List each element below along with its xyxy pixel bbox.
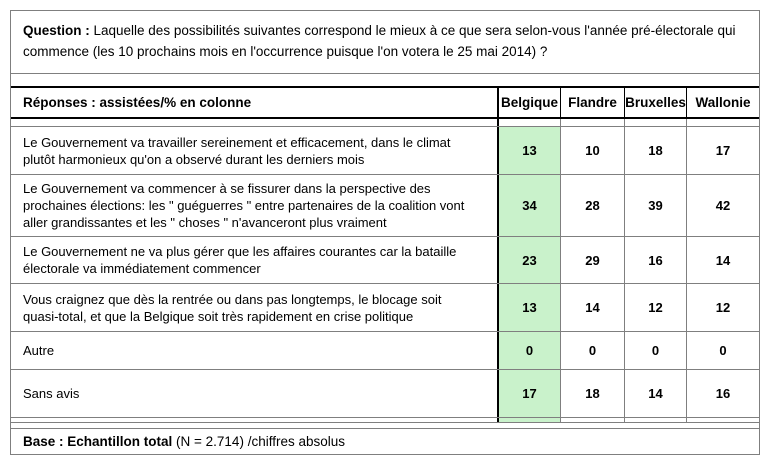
answer-row <box>11 332 759 370</box>
value-wallonie: 0 <box>686 332 759 369</box>
answer-label: Le Gouvernement va travailler sereinement et efficacement, dans le climat plutôt harmonieux qu'on a observé durant les derniers mois <box>23 134 451 167</box>
answer-label: Le Gouvernement ne va plus gérer que les affaires courantes car la bataille électorale va immédiatement commencer <box>23 244 457 276</box>
value-wallonie: 12 <box>686 284 759 331</box>
value-flandre: 29 <box>560 237 624 283</box>
answer-row <box>11 370 759 418</box>
base-note <box>11 428 759 454</box>
value-wallonie: 42 <box>686 175 759 236</box>
answer-label: Autre <box>23 343 55 358</box>
value-flandre: 10 <box>560 127 624 174</box>
value-belgique: 13 <box>497 127 560 174</box>
column-header-flandre: Flandre <box>560 88 624 117</box>
value-belgique: 34 <box>497 175 560 236</box>
answer-row <box>11 175 759 237</box>
answer-label: Le Gouvernement va commencer à se fissurer dans la perspective des prochaines élections: les " guéguerres " entre partenaires de la coalition vont aller grandissantes et les " choses " n'avanceront plus vraiment <box>23 181 465 230</box>
value-belgique: 0 <box>497 332 560 369</box>
answer-row <box>11 284 759 332</box>
question-text: Laquelle des possibilités suivantes correspond le mieux à ce que sera selon-vous l'année pré-électorale qui commence (les 10 prochains mois en l'occurrence puisque l'on votera le 25 mai 2014) ? <box>23 23 736 59</box>
answer-label: Sans avis <box>23 386 80 401</box>
value-bruxelles: 12 <box>624 284 686 331</box>
column-header-bruxelles: Bruxelles <box>624 88 686 117</box>
value-flandre: 28 <box>560 175 624 236</box>
value-belgique: 13 <box>497 284 560 331</box>
value-bruxelles: 18 <box>624 127 686 174</box>
question-box <box>11 11 759 74</box>
answer-row <box>11 127 759 175</box>
spacer <box>11 74 759 86</box>
value-wallonie: 16 <box>686 370 759 417</box>
value-flandre: 14 <box>560 284 624 331</box>
table-header-row <box>11 86 759 119</box>
responses-header-label: Réponses : assistées/% en colonne <box>23 95 252 110</box>
value-bruxelles: 0 <box>624 332 686 369</box>
answer-row <box>11 237 759 284</box>
value-belgique: 17 <box>497 370 560 417</box>
column-header-wallonie: Wallonie <box>686 88 759 117</box>
column-header-belgique: Belgique <box>497 88 560 117</box>
value-flandre: 18 <box>560 370 624 417</box>
answers-table <box>11 126 759 423</box>
value-flandre: 0 <box>560 332 624 369</box>
question-prefix: Question : <box>23 23 90 38</box>
survey-table-panel <box>10 10 760 455</box>
value-wallonie: 17 <box>686 127 759 174</box>
value-bruxelles: 14 <box>624 370 686 417</box>
value-wallonie: 14 <box>686 237 759 283</box>
value-bruxelles: 16 <box>624 237 686 283</box>
value-bruxelles: 39 <box>624 175 686 236</box>
base-note-regular: (N = 2.714) /chiffres absolus <box>172 434 345 449</box>
value-belgique: 23 <box>497 237 560 283</box>
answer-label: Vous craignez que dès la rentrée ou dans pas longtemps, le blocage soit quasi-total, et que la Belgique soit très rapidement en crise politique <box>23 291 442 324</box>
header-data-spacer <box>11 119 759 126</box>
base-note-bold: Base : Echantillon total <box>23 434 173 449</box>
